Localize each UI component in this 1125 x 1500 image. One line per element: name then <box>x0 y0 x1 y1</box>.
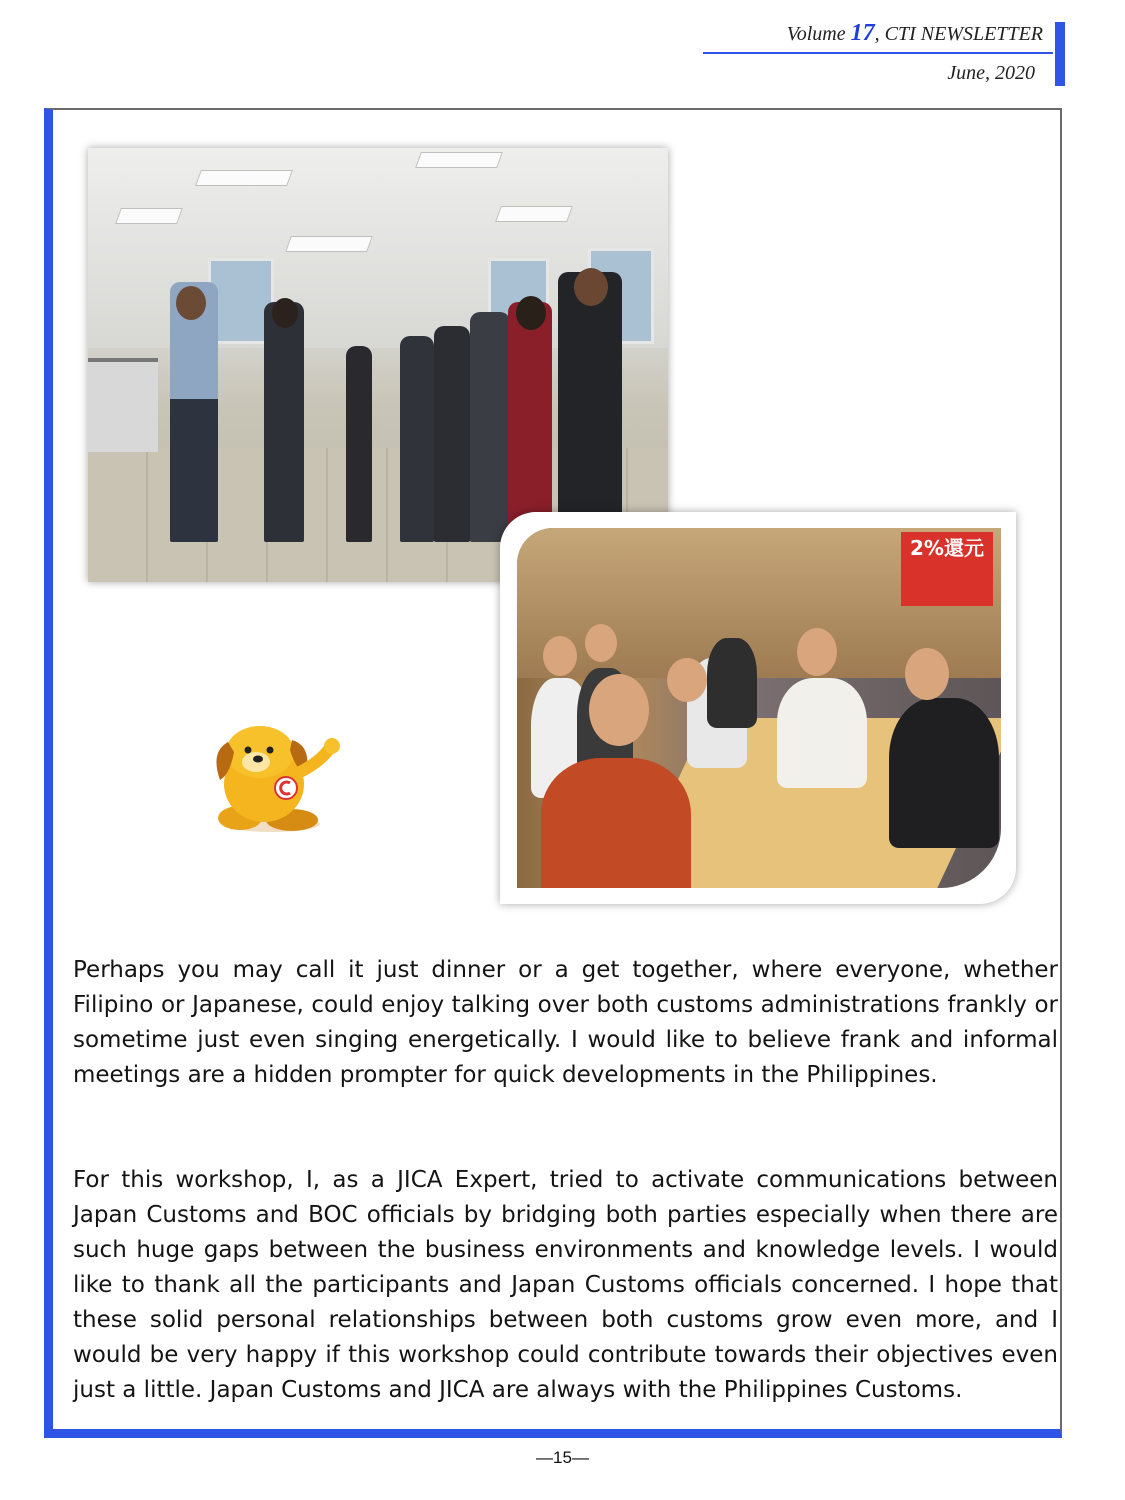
header-rule <box>703 52 1053 54</box>
diner-face <box>589 674 649 746</box>
volume-number: 17 <box>850 20 875 46</box>
person <box>508 302 552 542</box>
person-head <box>574 268 608 306</box>
person-head <box>176 286 206 320</box>
restaurant-sign: 2%還元 <box>901 532 993 606</box>
group-photo-dinner <box>500 512 1016 904</box>
diner-face <box>667 658 707 702</box>
speaker-person <box>170 282 218 542</box>
body-paragraph-1: Perhaps you may call it just dinner or a get together, where everyone, whether Filipino or Japanese, could enjoy talking over both customs administrations frankly or sometime just even singing energetically. I would like to believe frank and informal meetings are a hidden prompter for quick developments in the Philippines. <box>73 957 1058 1088</box>
diner-face <box>585 624 617 662</box>
header-accent-bar <box>1055 22 1065 86</box>
customs-mascot-icon <box>200 722 345 834</box>
monitor-desk <box>88 358 158 452</box>
ceiling-light <box>495 206 573 222</box>
person <box>434 326 470 542</box>
ceiling-light <box>415 152 503 168</box>
person-head <box>272 298 298 328</box>
person <box>470 312 510 542</box>
diner-foreground <box>541 758 691 888</box>
diner-face <box>543 636 577 676</box>
ceiling-light <box>195 170 293 186</box>
person <box>346 346 372 542</box>
diner-face <box>905 648 949 700</box>
diner <box>889 698 999 848</box>
person <box>264 302 304 542</box>
issue-date: June, 2020 <box>947 62 1035 84</box>
diner <box>777 678 867 788</box>
dinner-photo-image <box>517 528 1001 888</box>
volume-prefix: Volume <box>786 23 851 45</box>
ceiling-light <box>115 208 183 224</box>
ceiling-light <box>285 236 373 252</box>
person <box>558 272 622 542</box>
person-head <box>516 296 546 330</box>
publication-name: , CTI NEWSLETTER <box>874 23 1043 45</box>
newsletter-header <box>705 14 1065 90</box>
person <box>400 336 434 542</box>
body-paragraph-2: For this workshop, I, as a JICA Expert, tried to activate communications between Japan Customs and BOC officials by bridging both parties especially when there are such huge gaps between the business environments and knowledge levels. I would like to thank all the participants and Japan Customs officials concerned. I hope that these solid personal relationships between both customs grow even more, and I would be very happy if this workshop could contribute towards their objectives even just a little. Japan Customs and JICA are always with the Philippines Customs. <box>73 1167 1058 1403</box>
page-number: —15— <box>536 1448 589 1467</box>
diner-face <box>797 628 837 676</box>
diner <box>707 638 757 728</box>
volume-line <box>787 20 1043 47</box>
